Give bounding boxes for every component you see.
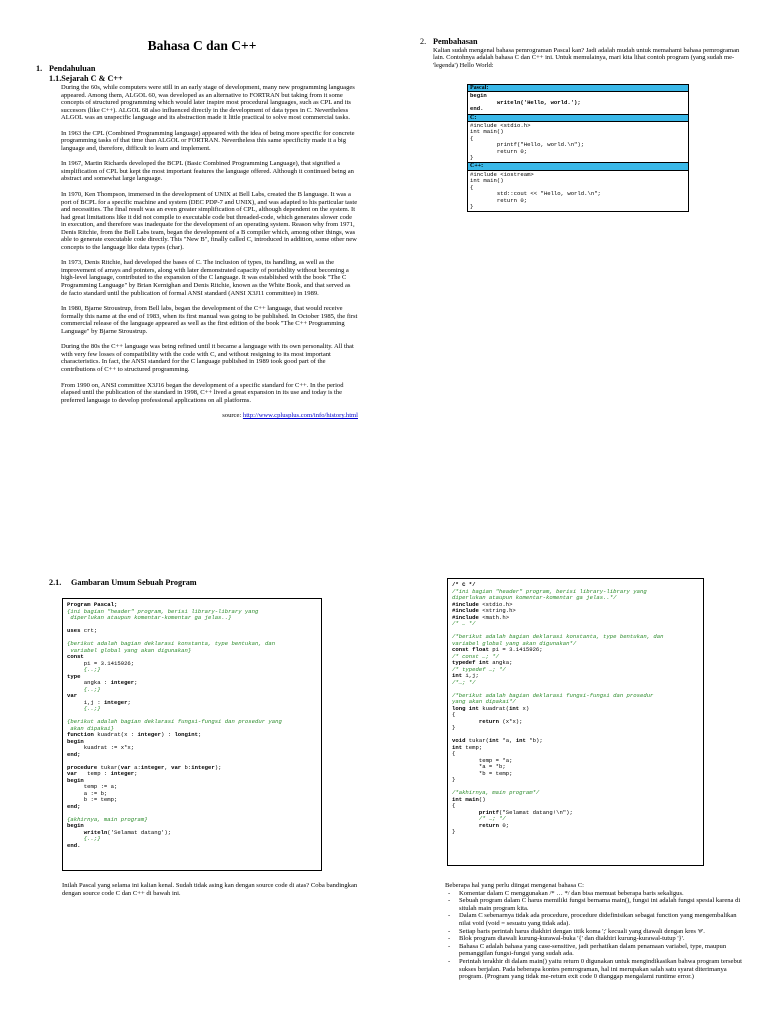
section-2-1-heading xyxy=(49,578,197,587)
history-paragraph: During the 60s, while computers were still in an early stage of development, many new programming languages appeared. Among them, ALGOL 60, was developed as an alternative to FORTRAN but taking from it some concepts of structured programming which would later inspire most procedural languages, such as CPL and its succesors (like C++). ALGOL 68 also influenced directly in the development of data types in C. Nevertheless ALGOL was an unspecific language and its abstraction made it little practical to solve most commercial tasks. xyxy=(61,84,355,122)
c-notes xyxy=(445,882,745,981)
section-1-number: 1. xyxy=(36,64,43,73)
list-item: - Blok program diawali kurung-kurawal-buka '{' dan diakhiri kurung-kurawal-tutup '}'. xyxy=(445,935,745,943)
right-column xyxy=(420,37,740,69)
source-link[interactable]: http://www.cplusplus.com/info/history.html xyxy=(242,412,358,420)
pascal-program-code: Program Pascal; {ini bagian "header" program, berisi library-library yang diperlukan ataupun komentar-komentar ga jelas..} uses crt; {berikut adalah bagian deklarasi konstanta, type bentukan, dan variabel global yang akan digunakan} const pi = 3.1415926; {..;} type angka : integer; {..;} var i,j : integer; {..;} {berikut adalah bagian deklarasi fungsi-fungsi dan prosedur yang akan dipakai} function kuadrat(x : integer) : longint; begin kuadrat := x*x; end; procedure tukar(var a:integer, var b:integer); var temp : integer; begin temp := a; a := b; b := temp; end; {akhirnya, main program} begin writeln('Selamat datang'); {..;} end. xyxy=(62,598,322,871)
c-code-header: C: xyxy=(468,114,688,122)
history-paragraph: During the 80s the C++ language was being refined until it became a language with its own personality. All that with very few losses of compatibility with the code with C, and without resigning to its most important characteristics. In fact, the ANSI standard for the C language published in 1989 took good part of the contributions of C++ to structured programming. xyxy=(61,343,354,373)
c-hello-code: #include <stdio.h> int main() { printf("Hello, world.\n"); return 0; } xyxy=(470,122,585,162)
pascal-hello-code: begin writeln('Hello, world.'); end. xyxy=(470,92,581,113)
pascal-code-header: Pascal: xyxy=(468,85,688,92)
section-2-title: Pembahasan xyxy=(433,37,478,46)
list-item: - Dalam C sebenarnya tidak ada procedure, procedure didefinisikan sebagai function yang mengembalikan nilai void (void = sesuatu yang tidak ada). xyxy=(445,912,745,927)
section-1-1-heading: 1.1.Sejarah C & C++ xyxy=(49,74,123,83)
section-1-heading xyxy=(36,64,358,73)
history-paragraph: In 1970, Ken Thompson, immersed in the development of UNIX at Bell Labs, created the B language. It was a port of BCPL for a specific machine and system (DEC PDP-7 and UNIX), and was adapted to his particular taste and necessities. The final result was an even greater simplification of CPL, although dependent on the system. It had great limitations like it did not compile to executable code but threaded-code, which generates slower code in execution, and therefore was inadequate for the development of an operating system. Reason why from 1971, Denis Ritchie, from the Bell Labs team, began the development of a B compiler which, among other things, was able to generate executable code directly. This "New B", finally called C, introduced in addition, some other new concepts to the language like data types (char). xyxy=(61,191,358,251)
left-column xyxy=(36,38,358,419)
history-paragraph: In 1973, Denis Ritchie, had developed the bases of C. The inclusion of types, its handling, as well as the improvement of arrays and pointers, along with later demonstrated capacity of portability without becoming a high-level language, contributed to the expansion of the C language. It was established with the book "The C Programming Language" by Brian Kernighan and Denis Ritchie, known as the White Book, and that served as de facto standard until the publication of formal ANSI standard (ANSI X3J11 committee) in 1989. xyxy=(61,259,351,297)
history-paragraph: In 1963 the CPL (Combined Programming language) appeared with the idea of being more specific for concrete programming tasks of that time than ALGOL or FORTRAN. Nevertheless this same specificity made it a big language and, therefore, difficult to learn and implement. xyxy=(61,129,355,152)
list-item: - Bahasa C adalah bahasa yang case-sensitive, jadi perhatikan dalam penamaan variabel, type, maupun pemanggilan fungsi-fungsi yang sudah ada. xyxy=(445,943,745,958)
section-2-heading xyxy=(420,37,740,46)
section-2-number: 2. xyxy=(420,37,427,46)
cpp-code-header: C++: xyxy=(468,162,688,170)
list-item: - Komentar dalam C menggunakan /* … */ dan bisa memuat beberapa baris sekaligus. xyxy=(445,890,745,898)
section-2-1-number: 2.1. xyxy=(49,578,62,587)
source-label: source: xyxy=(222,412,243,420)
hello-world-table xyxy=(467,84,689,212)
history-paragraph: In 1980, Bjarne Stroustrup, from Bell labs, began the development of the C++ language, that would receive formally this name at the end of 1983, when its first manual was going to be published. In October 1985, the first commercial release of the language appeared as well as the first edition of the book "The C++ Programming Language" by Bjarne Stroustrup. xyxy=(61,305,358,335)
cpp-hello-code: #include <iostream> int main() { std::cout << "Hello, world.\n"; return 0; } xyxy=(470,170,601,210)
list-item: - Sebuah program dalam C harus memiliki fungsi bernama main(), fungsi ini adalah fungsi spesial karena di situlah main program kita. xyxy=(445,897,745,912)
section-2-1-title: Gambaran Umum Sebuah Program xyxy=(71,578,197,587)
c-notes-title: Beberapa hal yang perlu diingat mengenai bahasa C: xyxy=(445,882,584,889)
document-title: Bahasa C dan C++ xyxy=(147,38,257,53)
c-notes-list xyxy=(445,890,745,981)
history-paragraph: From 1990 on, ANSI committee X3J16 began the development of a specific standard for C++. In the period elapsed until the publication of the standard in 1998, C++ lived a great expansion in its use and today is the preferred language to develop professional applications on all platforms. xyxy=(61,381,344,404)
c-program-code: /* C */ /*ini bagian "header" program, berisi library-library yang diperlukan ataupun komentar-komentar ga jelas..*/ #include <stdio.h> #include <string.h> #include <math.h> /* … */ /*berikut adalah bagian deklarasi konstanta, type bentukan, dan variabel global yang akan digunakan*/ const float pi = 3.1415926; /* const …; */ typedef int angka; /* typedef …; */ int i,j; /*…; */ /*berikut adalah bagian deklarasi fungsi-fungsi dan prosedur yang akan dipakai*/ long int kuadrat(int x) { return (x*x); } void tukar(int *a, int *b); int temp; { temp = *a; *a = *b; *b = temp; } /*akhirnya, main program*/ int main() { printf("Selamat datang!\n"); /* …; */ return 0; } xyxy=(447,578,704,866)
source-citation xyxy=(36,412,358,419)
section-1-title: Pendahuluan xyxy=(49,64,96,73)
history-paragraph: In 1967, Martin Richards developed the BCPL (Basic Combined Programming Language), that signified a simplification of CPL but kept the most important features the language offered. Although it continued being an abstract and somewhat large language. xyxy=(61,160,354,183)
section-2-intro: Kalian sudah mengenal bahasa pemrograman Pascal kan? Jadi adalah mudah untuk memahami bahasa pemrograman lain. Contohnya adalah bahasa C dan C++ ini. Untuk memulainya, mari kita lihat contoh program (yang sudah me-'legenda') Hello World: xyxy=(433,47,740,69)
list-item: - Setiap baris perintah harus diakhiri dengan titik koma ';' kecuali yang diawali dengan kres '#'. xyxy=(445,928,745,936)
list-item: - Perintah terakhir di dalam main() yaitu return 0 digunakan untuk mengindikasikan bahwa program tersebut sukses berjalan. Pada beberapa kontes pemrograman, hal ini merupakan salah satu syarat diterimanya program. (Program yang tidak me-return exit code 0 dianggap mengalami runtime error.) xyxy=(445,958,745,981)
pascal-comparison-note: Inilah Pascal yang selama ini kalian kenal. Sudah tidak asing kan dengan source code di atas? Coba bandingkan dengan source code C dan C++ di bawah ini. xyxy=(62,882,358,897)
